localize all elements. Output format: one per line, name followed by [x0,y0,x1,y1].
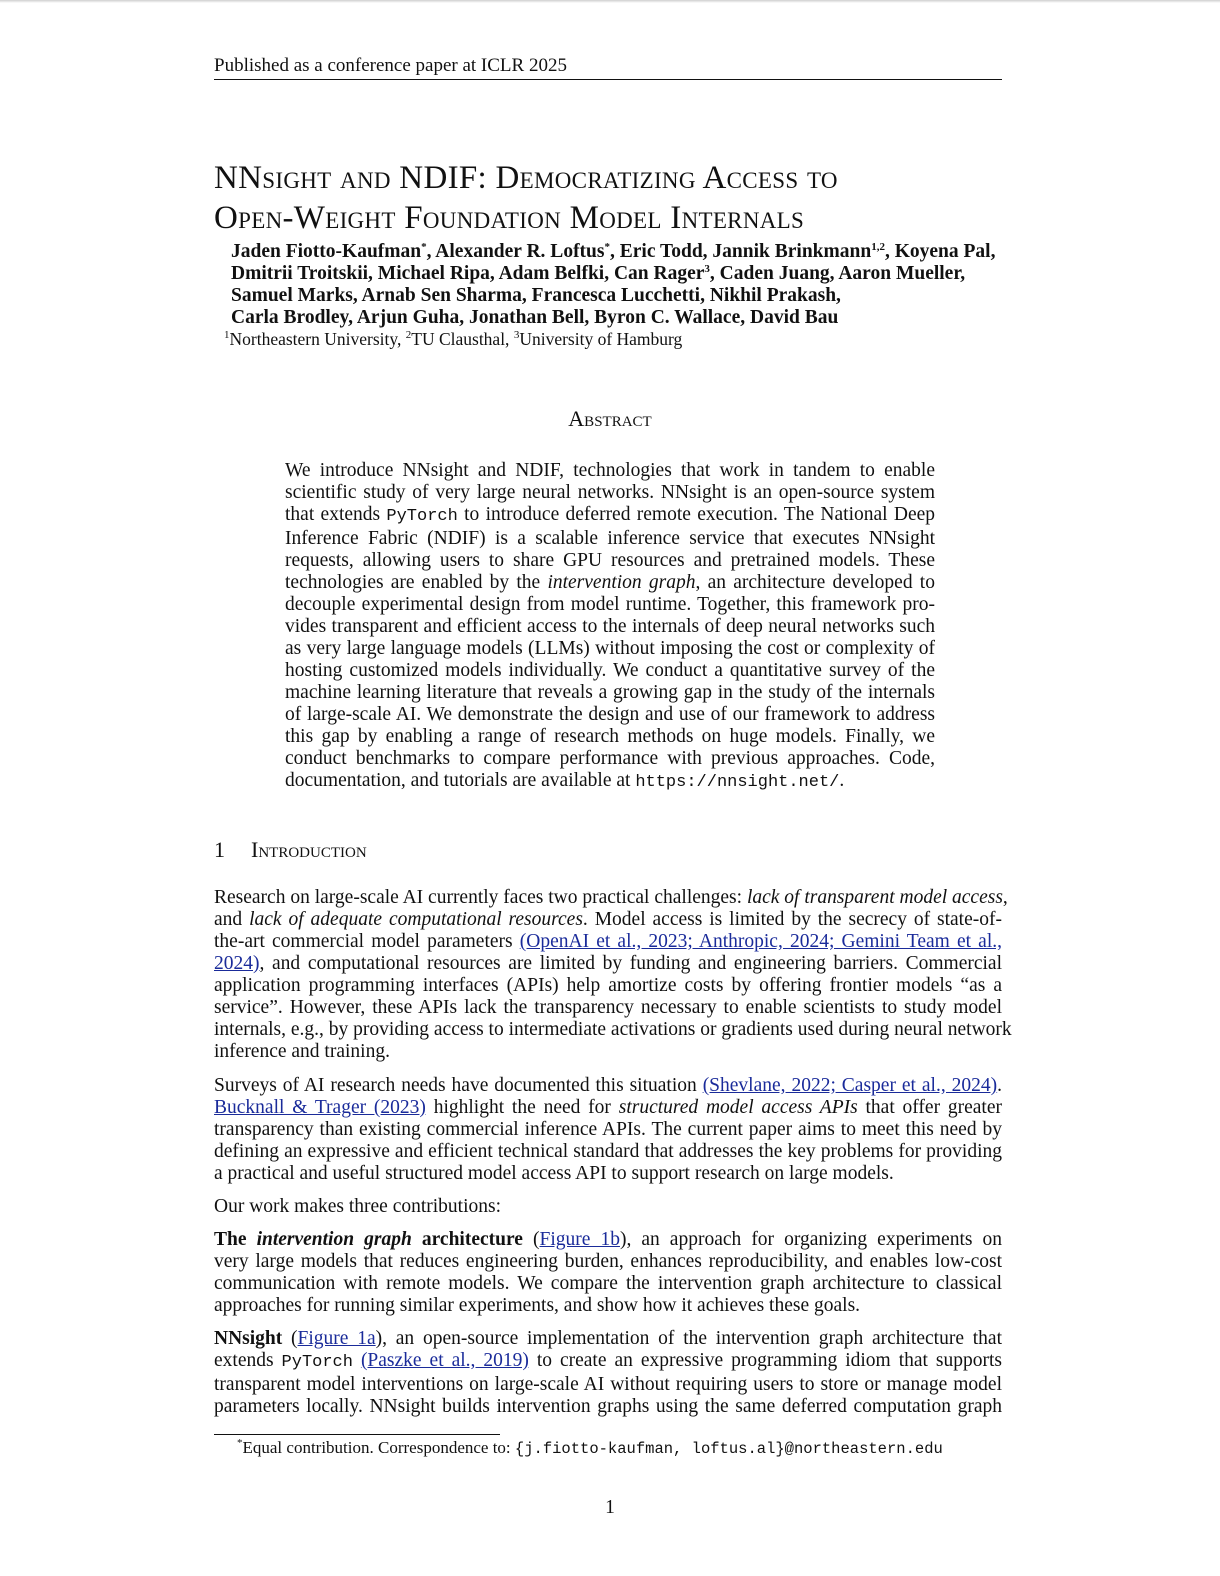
body-line [214,1328,1002,1350]
abstract-body [285,460,935,794]
text: . Model access is limited by the secrecy of state-of- [582,909,1002,930]
body-line: communication with remote models. We compare the intervention graph architecture to classical [214,1273,1002,1294]
body-line: inference and training. [214,1041,390,1062]
emphasis: structured model access APIs [618,1097,858,1118]
abstract-line: this gap by enabling a range of research methods on huge models. Finally, we [285,726,935,747]
text: ( [282,1328,298,1349]
citation-link[interactable]: (Shevlane, 2022; Casper et al., 2024) [702,1075,998,1096]
abstract-line: decouple experimental design from model runtime. Together, this framework pro- [285,594,935,615]
equal-contrib-mark: * [604,241,610,253]
running-header: Published as a conference paper at ICLR 2025 [214,54,1002,80]
title-line: Open-Weight Foundation Model Internals [214,200,805,236]
body-line: approaches for running similar experiments, and show how it achieves these goals. [214,1295,861,1316]
text: documentation, and tutorials are available at [285,770,636,791]
text: to create an expressive programming idiom that supports [528,1350,1002,1371]
citation-link[interactable]: (OpenAI et al., 2023; Anthropic, 2024; Gemini Team et al., [519,931,1002,952]
project-url[interactable]: https://nnsight.net/ [635,773,840,792]
abstract-line: requests, allowing users to share GPU resources and pretrained models. These [285,550,935,571]
section-heading [214,836,367,864]
text: ), an approach for organizing experiments on [619,1229,1003,1250]
body-line [214,931,1002,953]
text: highlight the need for [425,1097,619,1118]
text: , an architecture developed to [695,572,935,593]
term: The [214,1229,257,1250]
author-line [231,241,1021,263]
abstract-line: vides transparent and efficient access to the internals of deep neural networks such [285,616,935,637]
author-line: Carla Brodley, Arjun Guha, Jonathan Bell, Byron C. Wallace, David Bau [231,307,839,328]
abstract-line [285,504,935,528]
citation-link[interactable]: (Paszke et al., 2019) [360,1350,529,1371]
body-line: Our work makes three contributions: [214,1196,502,1217]
affiliation-text: TU Clausthal, [411,329,514,349]
body-line: transparent model interventions on large-scale AI without requiring users to store or manage model [214,1374,1002,1395]
body-line [214,887,1008,909]
figure-link[interactable]: Figure 1a [297,1328,376,1349]
body-line: a practical and useful structured model access API to support research on large models. [214,1163,894,1184]
body-line [214,953,1002,975]
abstract-line: We introduce NNsight and NDIF, technologies that work in tandem to enable [285,460,935,481]
text: that offer greater [857,1097,1002,1118]
citation-link[interactable]: Bucknall & Trager (2023) [214,1097,426,1118]
text: technologies are enabled by the [285,572,548,593]
body-line: defining an expressive and efficient technical standard that addresses the key problems for providing [214,1141,1002,1162]
footnote [237,1437,943,1460]
abstract-line: as very large language models (LLMs) without imposing the cost or complexity of [285,638,935,659]
contribution-intervention-graph [214,1229,1002,1317]
body-line [214,1229,1002,1251]
body-line: transparency than existing commercial inference APIs. The current paper aims to meet this need by [214,1119,1002,1140]
affiliation-mark: 3 [704,263,710,275]
author-text: , Caden Juang, Aaron Mueller, [709,263,966,284]
figure-link[interactable]: Figure 1b [539,1229,620,1250]
term: architecture [411,1229,523,1250]
text: Research on large-scale AI currently faces two practical challenges: [214,887,747,908]
term: NNsight [214,1328,283,1349]
contribution-nnsight [214,1328,1002,1418]
intro-paragraph-2 [214,1075,1002,1185]
text: and [214,909,250,930]
body-line [214,909,1002,931]
term-emphasis: intervention graph [256,1229,412,1250]
text: ( [522,1229,540,1250]
author-line: Samuel Marks, Arnab Sen Sharma, Francesca Lucchetti, Nikhil Prakash, [231,285,841,306]
text: the-art commercial model parameters [214,931,520,952]
author-list [231,241,1021,329]
footnote-text: Equal contribution. Correspondence to: [242,1438,515,1457]
body-line [214,1097,1002,1119]
affiliation-text: Northeastern University, [229,329,406,349]
affiliation-mark: 1 [224,329,230,341]
citation-link[interactable]: 2024) [214,953,260,974]
text [353,1350,361,1371]
section-number: 1 [214,837,225,862]
contact-emails: {j.fiotto-kaufman, loftus.al}@northeastern.edu [514,1440,943,1458]
emphasis: lack of adequate computational resources [249,909,583,930]
code-pytorch: PyTorch [281,1353,353,1372]
emphasis: intervention graph [547,572,696,593]
affiliation-mark: 2 [405,329,412,341]
affiliations [224,328,682,350]
body-line [214,1350,1002,1374]
intro-paragraph-3 [214,1196,1002,1218]
body-line: application programming interfaces (APIs) help amortize costs by offering frontier models “as a [214,975,1002,996]
paper-title [214,158,1014,238]
abstract-line [285,770,935,794]
text: Surveys of AI research needs have documented this situation [214,1075,703,1096]
affiliation-mark: 1,2 [871,241,885,253]
affiliation-mark: 3 [513,329,520,341]
text: ), an open-source implementation of the intervention graph architecture that [375,1328,1002,1349]
body-line: parameters locally. NNsight builds intervention graphs using the same deferred computation graph [214,1396,1002,1417]
author-text: , Eric Todd, Jannik Brinkmann [610,241,872,262]
title-line: NNsight and NDIF: Democratizing Access to [214,160,838,196]
author-text: Dmitrii Troitskii, Michael Ripa, Adam Belfki, Can Rager [231,263,705,284]
text: , [1002,887,1008,908]
abstract-line: conduct benchmarks to compare performance with previous approaches. Code, [285,748,935,769]
emphasis: lack of transparent model access [746,887,1003,908]
author-text: , Koyena Pal, [884,241,996,262]
affiliation-text: University of Hamburg [519,329,683,349]
footnote-mark: * [237,1437,243,1449]
text: . [997,1075,1002,1096]
top-shadow [0,0,1220,3]
author-line [231,263,1021,285]
body-line: internals, e.g., by providing access to intermediate activations or gradients used during neural network [214,1019,1012,1040]
text: extends [214,1350,282,1371]
intro-paragraph-1 [214,887,1012,1063]
text: to introduce deferred remote execution. The National Deep [457,504,935,525]
abstract-line [285,572,935,594]
body-line: very large models that reduces engineering burden, enhances reproducibility, and enables low-cost [214,1251,1002,1272]
abstract-line: scientific study of very large neural networks. NNsight is an open-source system [285,482,935,503]
abstract-line: hosting customized models individually. We conduct a quantitative survey of the [285,660,935,681]
author-text: , Alexander R. Loftus [426,241,605,262]
body-line [214,1075,1002,1097]
text: , and computational resources are limited by funding and engineering barriers. Commercial [259,953,1002,974]
text: . [839,770,845,791]
abstract-line: machine learning literature that reveals a growing gap in the study of the internals [285,682,935,703]
section-title: Introduction [251,837,367,862]
abstract-line: Inference Fabric (NDIF) is a scalable inference service that executes NNsight [285,528,935,549]
abstract-line: of large-scale AI. We demonstrate the design and use of our framework to address [285,704,935,725]
footnote-rule [214,1434,500,1435]
text: that extends [285,504,387,525]
page-number: 1 [605,1497,615,1518]
abstract-heading: Abstract [568,406,652,431]
author-text: Jaden Fiotto-Kaufman [231,241,422,262]
body-line: service”. However, these APIs lack the transparency necessary to enable scientists to study model [214,997,1002,1018]
code-pytorch: PyTorch [386,507,458,526]
equal-contrib-mark: * [421,241,427,253]
